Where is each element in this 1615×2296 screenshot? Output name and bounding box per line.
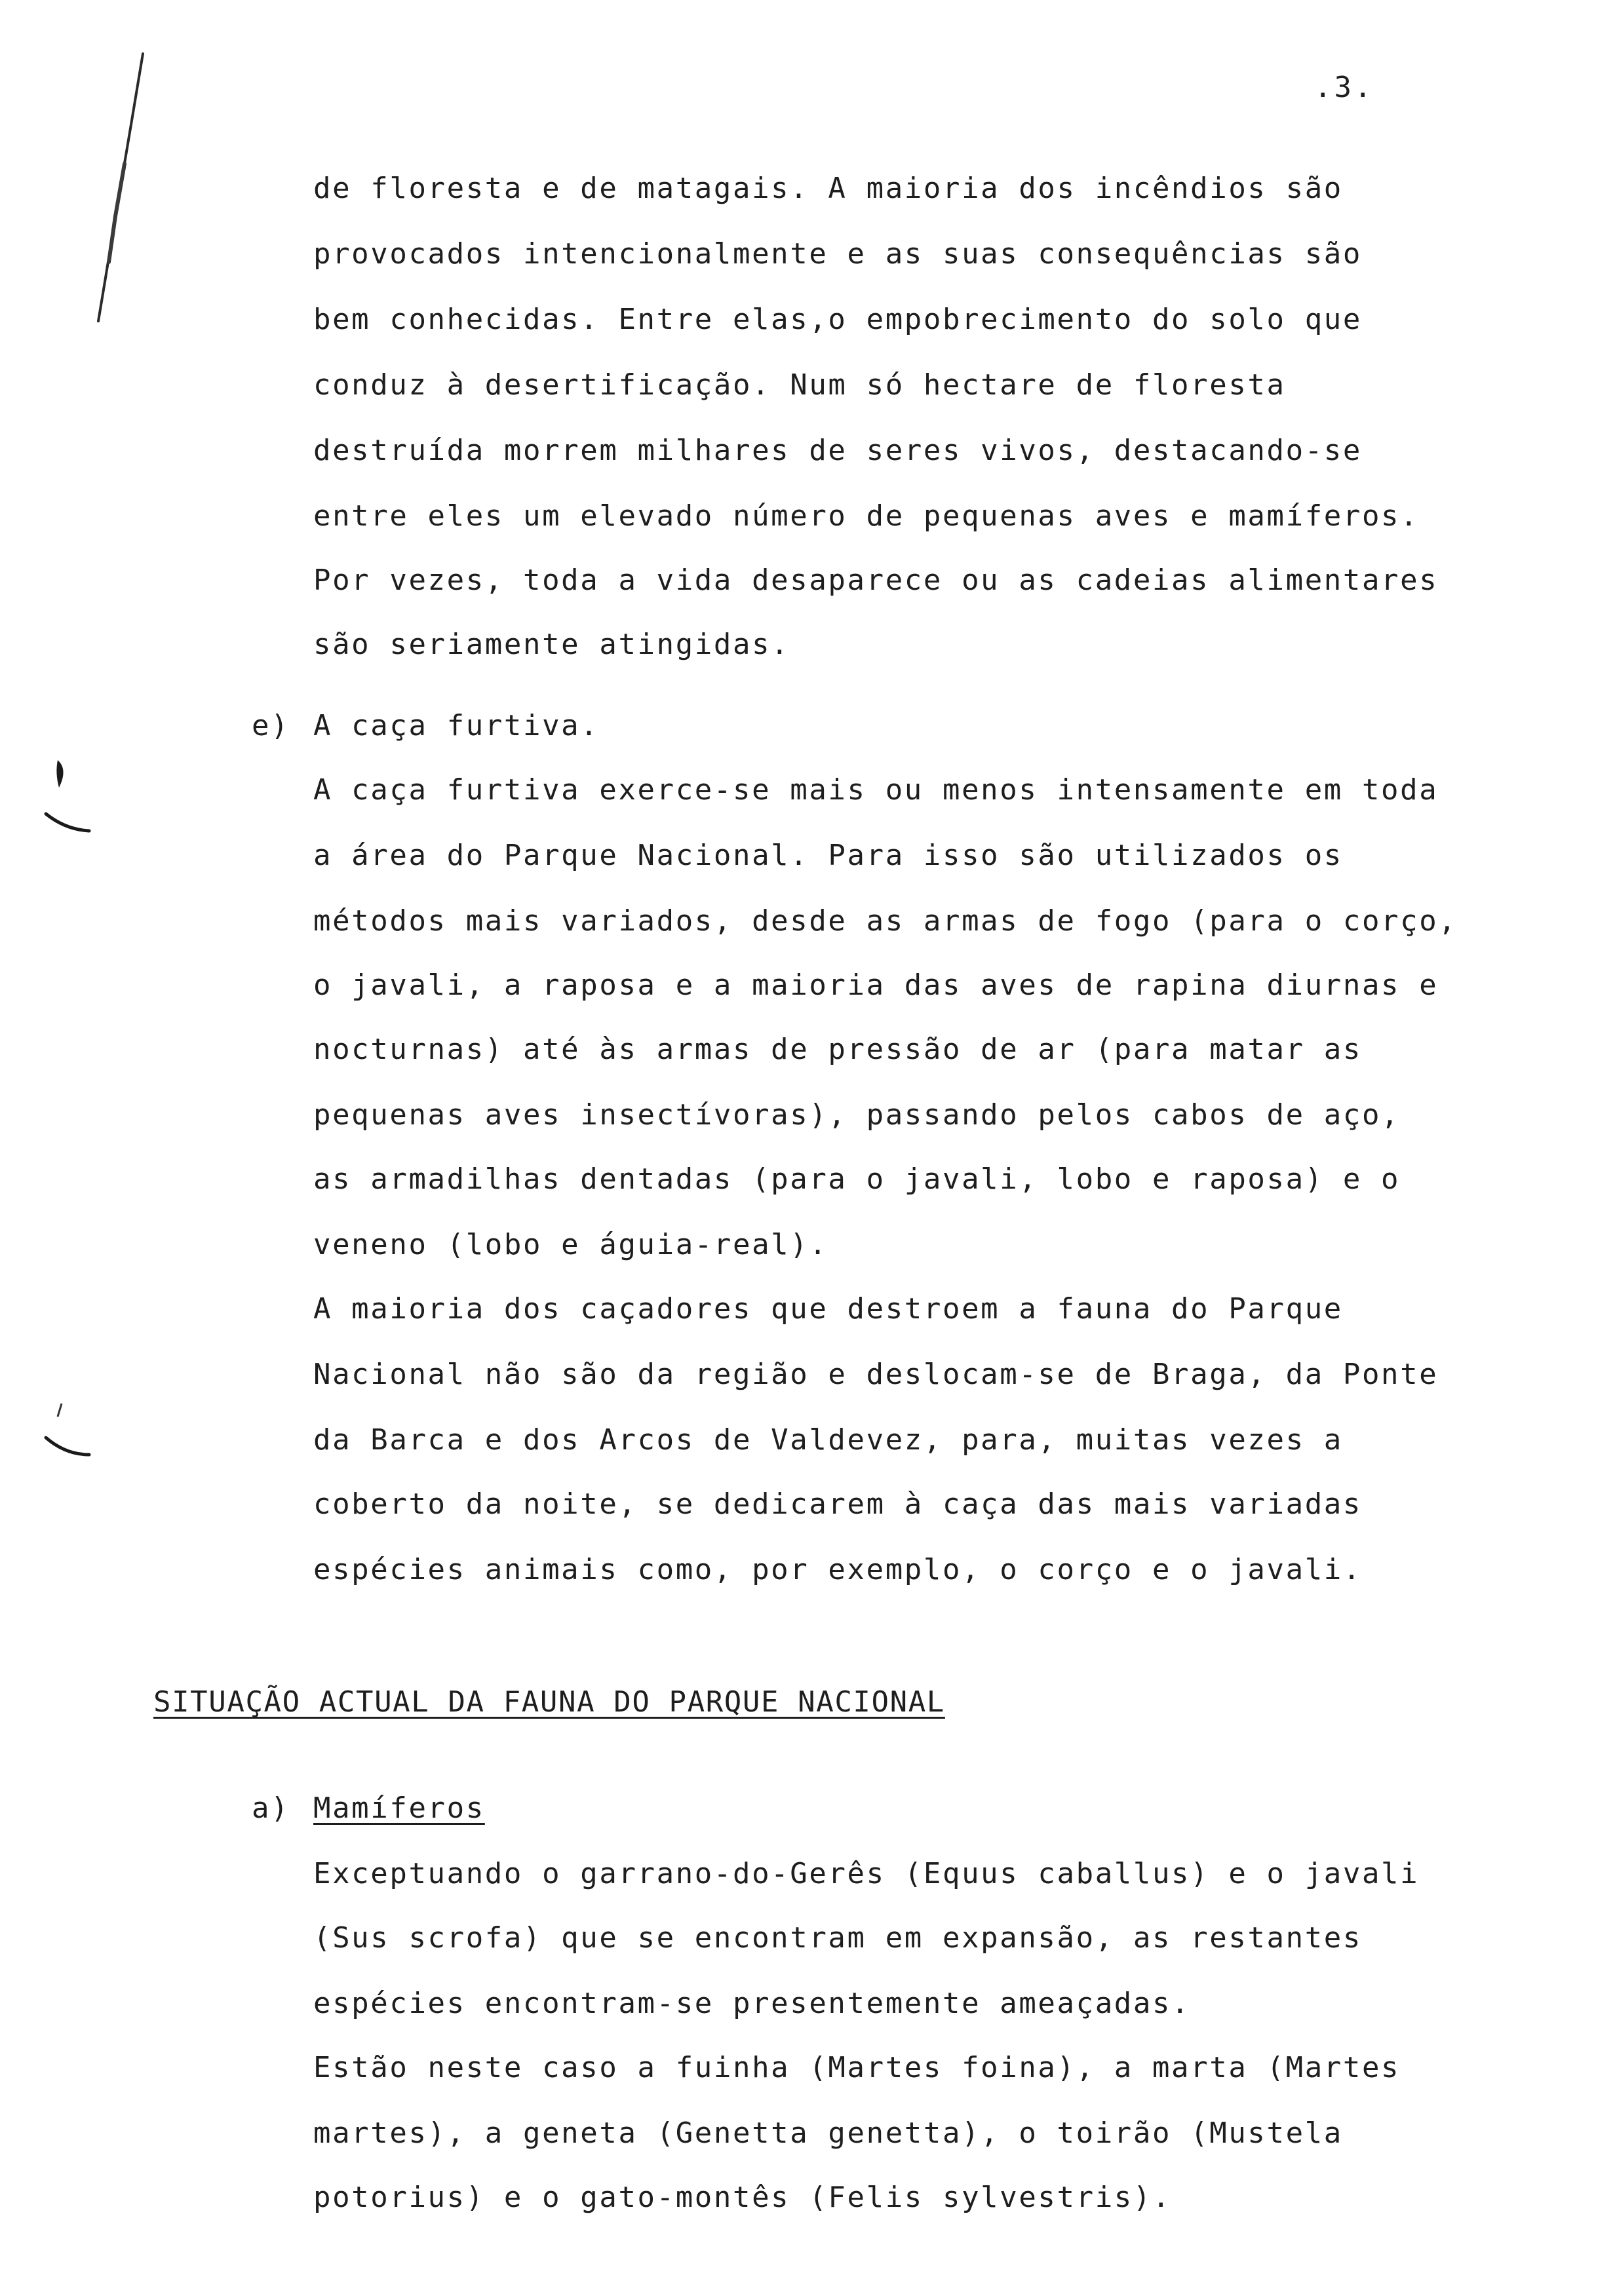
text-line: destruída morrem milhares de seres vivos, destacando-se	[313, 434, 1362, 467]
text-line: potorius) e o gato-montês (Felis sylvestris).	[313, 2181, 1172, 2214]
text-line: espécies encontram-se presentemente ameaçadas.	[313, 1987, 1191, 2020]
text-line: (Sus scrofa) que se encontram em expansão, as restantes	[313, 1921, 1362, 1955]
section-e-marker: e)	[252, 709, 290, 742]
subsection-title-wrap	[313, 1789, 485, 1828]
section-e-title: A caça furtiva.	[313, 709, 600, 742]
text-line: entre eles um elevado número de pequenas aves e mamíferos.	[313, 499, 1420, 533]
text-line: a área do Parque Nacional. Para isso são utilizados os	[313, 839, 1343, 872]
margin-pen-stroke	[52, 46, 157, 373]
subsection-a-marker: a)	[252, 1791, 290, 1825]
text-line: nocturnas) até às armas de pressão de ar (para matar as	[313, 1033, 1362, 1066]
text-line: espécies animais como, por exemplo, o corço e o javali.	[313, 1553, 1362, 1586]
text-line: pequenas aves insectívoras), passando pelos cabos de aço,	[313, 1098, 1401, 1132]
text-line: conduz à desertificação. Num só hectare de floresta	[313, 368, 1286, 402]
text-line: da Barca e dos Arcos de Valdevez, para, muitas vezes a	[313, 1423, 1343, 1457]
text-line: provocados intencionalmente e as suas consequências são	[313, 237, 1362, 271]
binding-hole-mark-lower	[39, 1389, 105, 1474]
text-line: as armadilhas dentadas (para o javali, lobo e raposa) e o	[313, 1162, 1401, 1196]
section-heading: SITUAÇÃO ACTUAL DA FAUNA DO PARQUE NACIONAL	[153, 1685, 945, 1719]
text-line: são seriamente atingidas.	[313, 628, 790, 661]
page-number: .3.	[1314, 71, 1374, 104]
text-line: de floresta e de matagais. A maioria dos incêndios são	[313, 172, 1343, 205]
text-line: A caça furtiva exerce-se mais ou menos intensamente em toda	[313, 773, 1439, 807]
subsection-a-title: Mamíferos	[313, 1791, 485, 1825]
binding-hole-mark-upper	[39, 754, 105, 852]
text-line: coberto da noite, se dedicarem à caça das mais variadas	[313, 1487, 1362, 1521]
text-line: bem conhecidas. Entre elas,o empobrecimento do solo que	[313, 303, 1362, 336]
text-line: Nacional não são da região e deslocam-se de Braga, da Ponte	[313, 1358, 1439, 1391]
text-line: martes), a geneta (Genetta genetta), o toirão (Mustela	[313, 2116, 1343, 2150]
text-line: Por vezes, toda a vida desaparece ou as cadeias alimentares	[313, 564, 1439, 597]
text-line: métodos mais variados, desde as armas de fogo (para o corço,	[313, 904, 1458, 938]
text-line: A maioria dos caçadores que destroem a fauna do Parque	[313, 1292, 1343, 1326]
text-line: veneno (lobo e águia-real).	[313, 1228, 828, 1261]
text-line: o javali, a raposa e a maioria das aves de rapina diurnas e	[313, 968, 1439, 1002]
text-line: Exceptuando o garrano-do-Gerês (Equus caballus) e o javali	[313, 1857, 1420, 1890]
text-line: Estão neste caso a fuinha (Martes foina), a marta (Martes	[313, 2051, 1401, 2084]
